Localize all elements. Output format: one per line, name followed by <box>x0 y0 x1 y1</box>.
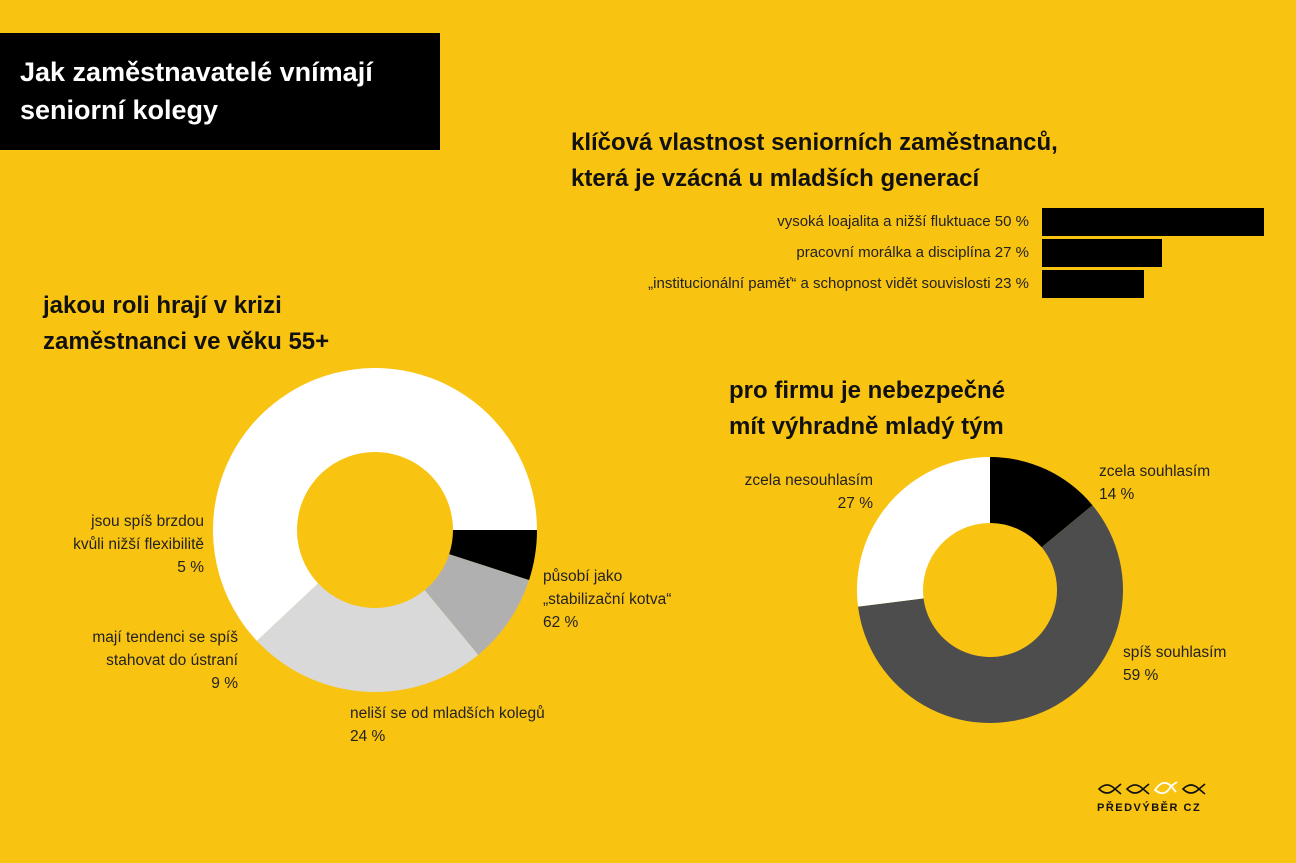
donut-1-title-line-1: jakou roli hrají v krizi <box>43 292 282 319</box>
page-title-line-2: seniorní kolegy <box>20 95 219 125</box>
slice-value: 62 % <box>543 614 579 631</box>
donut-2-label-fully-agree <box>1099 460 1210 506</box>
slice-label: neliší se od mladších kolegů <box>350 705 545 722</box>
brand-logo <box>1097 778 1217 818</box>
slice-label: stahovat do ústraní <box>106 652 238 669</box>
page-title-line-1: Jak zaměstnavatelé vnímají <box>20 57 373 87</box>
bar-chart-title-line-2: která je vzácná u mladších generací <box>571 165 980 192</box>
bar-label: pracovní morálka a disciplína 27 % <box>796 244 1029 261</box>
donut-1-title-line-2: zaměstnanci ve věku 55+ <box>43 328 330 355</box>
slice-value: 24 % <box>350 728 386 745</box>
slice-label: spíš souhlasím <box>1123 644 1227 661</box>
donut-2-label-disagree <box>745 469 873 515</box>
fish-logo-icon <box>1097 778 1217 800</box>
brand-name: PŘEDVÝBĚR CZ <box>1097 802 1202 814</box>
slice-value: 27 % <box>837 495 873 512</box>
slice-label: působí jako <box>543 568 623 585</box>
donut-2-title-line-2: mít výhradně mladý tým <box>729 413 1004 440</box>
slice-label: zcela nesouhlasím <box>744 472 873 489</box>
donut-slice <box>857 457 990 607</box>
bar-label: vysoká loajalita a nižší fluktuace 50 % <box>777 213 1029 230</box>
slice-value: 9 % <box>211 675 238 692</box>
slice-label: kvůli nižší flexibilitě <box>73 536 204 553</box>
slice-label: „stabilizační kotva“ <box>543 591 672 608</box>
slice-value: 59 % <box>1123 667 1159 684</box>
slice-label: zcela souhlasím <box>1099 463 1211 480</box>
bar-label: „institucionální paměť“ a schopnost vidět souvislosti 23 % <box>648 275 1029 292</box>
donut-2-title-line-1: pro firmu je nebezpečné <box>729 377 1006 404</box>
slice-value: 14 % <box>1099 486 1135 503</box>
donut-2-label-rather-agree <box>1123 641 1226 687</box>
slice-value: 5 % <box>177 559 204 576</box>
bar-chart-title-line-1: klíčová vlastnost seniorních zaměstnanců, <box>571 129 1058 156</box>
slice-label: mají tendenci se spíš <box>92 629 238 646</box>
slice-label: jsou spíš brzdou <box>91 513 204 530</box>
